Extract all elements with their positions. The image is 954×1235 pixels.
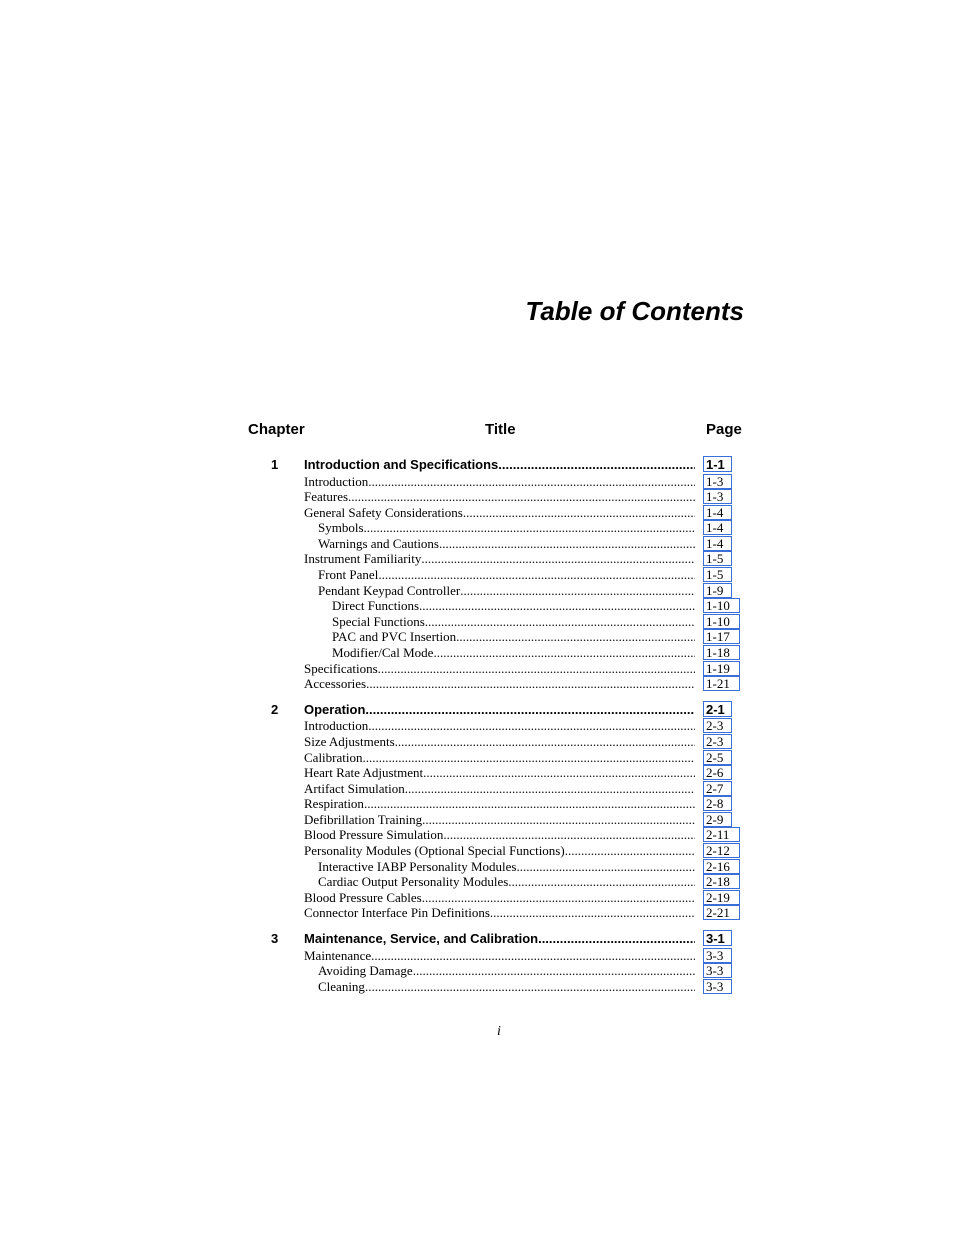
- entry-page-link[interactable]: 1-21: [703, 676, 740, 691]
- entry-title: Heart Rate Adjustment: [304, 765, 424, 781]
- entry-title: Calibration: [304, 749, 363, 765]
- toc-entry[interactable]: [248, 905, 748, 921]
- chapter-title-leader: [304, 701, 695, 719]
- toc-chapter-heading[interactable]: [248, 456, 748, 474]
- toc-chapter-heading[interactable]: [248, 930, 748, 948]
- dot-leader: [378, 567, 695, 583]
- chapter-number: 1: [271, 457, 279, 472]
- chapter-page-link[interactable]: 3-1: [703, 930, 732, 946]
- entry-title: Direct Functions: [332, 598, 420, 614]
- toc-entry[interactable]: [248, 489, 748, 505]
- dot-leader: [363, 750, 696, 766]
- dot-leader: [366, 676, 695, 692]
- entry-title-leader: [318, 874, 695, 890]
- dot-leader: [508, 874, 695, 890]
- entry-title: PAC and PVC Insertion: [332, 629, 457, 645]
- chapter-title: Maintenance, Service, and Calibration: [304, 931, 539, 947]
- chapter-title-leader: [304, 456, 695, 474]
- chapter-number: 2: [271, 701, 279, 717]
- entry-title: Specifications: [304, 660, 378, 676]
- entry-page-link[interactable]: 1-10: [703, 614, 740, 629]
- toc-chapter: [248, 456, 748, 692]
- entry-title-leader: [318, 979, 695, 995]
- entry-title: Introduction: [304, 718, 369, 734]
- dot-leader: [421, 551, 695, 567]
- dot-leader: [498, 456, 695, 474]
- entry-title-leader: [304, 474, 695, 490]
- entry-title-leader: [304, 750, 695, 766]
- entry-title: Symbols: [318, 520, 364, 536]
- toc-entry[interactable]: [248, 583, 748, 599]
- entry-page-link[interactable]: 1-9: [703, 583, 732, 598]
- entry-title: Maintenance: [304, 947, 372, 963]
- dot-leader: [443, 827, 695, 843]
- entry-title: Connector Interface Pin Definitions: [304, 905, 490, 921]
- toc-entry[interactable]: [248, 520, 748, 536]
- entry-title: Features: [304, 489, 349, 505]
- entry-title: General Safety Considerations: [304, 504, 463, 520]
- dot-leader: [538, 930, 695, 948]
- entry-page-link[interactable]: 3-3: [703, 963, 732, 978]
- dot-leader: [423, 765, 695, 781]
- chapter-title: Introduction and Specifications: [304, 457, 499, 472]
- chapter-title-leader: [304, 930, 695, 948]
- entry-title: Personality Modules (Optional Special Functions): [304, 843, 565, 859]
- toc-entry[interactable]: [248, 567, 748, 583]
- entry-page-link[interactable]: 3-3: [703, 979, 732, 994]
- entry-title: Warnings and Cautions: [318, 535, 439, 551]
- toc-entry[interactable]: [248, 734, 748, 750]
- entry-title-leader: [318, 963, 695, 979]
- dot-leader: [413, 963, 695, 979]
- toc-entry[interactable]: [248, 859, 748, 875]
- dot-leader: [422, 890, 695, 906]
- toc-entry[interactable]: [248, 718, 748, 734]
- entry-title: Blood Pressure Simulation: [304, 827, 444, 843]
- toc-entry[interactable]: [248, 645, 748, 661]
- dot-leader: [368, 474, 695, 490]
- entry-title-leader: [304, 890, 695, 906]
- entry-title-leader: [318, 536, 695, 552]
- entry-title-leader: [318, 567, 695, 583]
- entry-page-link[interactable]: 1-4: [703, 536, 732, 551]
- page-column-header: Page: [706, 421, 742, 438]
- entry-title-leader: [304, 781, 695, 797]
- dot-leader: [565, 843, 695, 859]
- dot-leader: [364, 796, 695, 812]
- entry-page-link[interactable]: 1-4: [703, 505, 732, 520]
- entry-page-link[interactable]: 1-5: [703, 551, 732, 566]
- entry-title: Defibrillation Training: [304, 811, 423, 827]
- entry-page-link[interactable]: 2-6: [703, 765, 732, 780]
- entry-page-link[interactable]: 1-3: [703, 489, 732, 504]
- entry-title-leader: [304, 812, 695, 828]
- entry-page-link[interactable]: 1-4: [703, 520, 732, 535]
- toc-entry[interactable]: [248, 812, 748, 828]
- toc-entry[interactable]: [248, 963, 748, 979]
- entry-page-link[interactable]: 2-3: [703, 734, 732, 749]
- entry-title-leader: [318, 583, 695, 599]
- entry-page-link[interactable]: 1-19: [703, 661, 740, 676]
- toc-chapter-heading[interactable]: [248, 701, 748, 719]
- entry-page-link[interactable]: 2-7: [703, 781, 732, 796]
- toc-entry[interactable]: [248, 979, 748, 995]
- toc-entry[interactable]: [248, 750, 748, 766]
- entry-title: Avoiding Damage: [318, 963, 413, 979]
- entry-title: Pendant Keypad Controller: [318, 582, 461, 598]
- entry-title-leader: [304, 948, 695, 964]
- toc-entry[interactable]: [248, 948, 748, 964]
- toc-entry[interactable]: [248, 536, 748, 552]
- entry-title: Modifier/Cal Mode: [332, 645, 434, 661]
- entry-title-leader: [332, 614, 695, 630]
- page-title: Table of Contents: [525, 296, 744, 326]
- dot-leader: [439, 536, 695, 552]
- entry-title: Interactive IABP Personality Modules: [318, 858, 517, 874]
- toc-entry[interactable]: [248, 474, 748, 490]
- dot-leader: [371, 948, 695, 964]
- entry-page-link[interactable]: 1-10: [703, 598, 740, 613]
- entry-title-leader: [304, 765, 695, 781]
- dot-leader: [368, 718, 695, 734]
- entry-title-leader: [304, 676, 695, 692]
- toc-entry[interactable]: [248, 796, 748, 812]
- dot-leader: [378, 661, 695, 677]
- title-column-header: Title: [485, 421, 516, 438]
- toc-entry[interactable]: [248, 874, 748, 890]
- toc-entry[interactable]: [248, 614, 748, 630]
- chapter-title: Operation: [304, 701, 366, 717]
- dot-leader: [460, 583, 695, 599]
- entry-page-link[interactable]: 2-8: [703, 796, 732, 811]
- toc-chapter: [248, 701, 748, 921]
- chapter-number: 3: [271, 931, 279, 947]
- toc-entry[interactable]: [248, 765, 748, 781]
- entry-page-link[interactable]: 2-3: [703, 718, 732, 733]
- entry-page-link[interactable]: 2-12: [703, 843, 740, 858]
- dot-leader: [425, 614, 695, 630]
- entry-page-link[interactable]: 1-17: [703, 629, 740, 644]
- toc-entry[interactable]: [248, 551, 748, 567]
- entry-page-link[interactable]: 1-5: [703, 567, 732, 582]
- toc-entry[interactable]: [248, 781, 748, 797]
- entry-page-link[interactable]: 2-21: [703, 905, 740, 920]
- dot-leader: [456, 629, 695, 645]
- dot-leader: [463, 505, 695, 521]
- toc-chapter: [248, 930, 748, 994]
- entry-title-leader: [304, 734, 695, 750]
- entry-title: Cleaning: [318, 978, 365, 994]
- entry-title-leader: [304, 551, 695, 567]
- dot-leader: [395, 734, 695, 750]
- entry-title-leader: [304, 718, 695, 734]
- entry-title-leader: [318, 859, 695, 875]
- toc-entry[interactable]: [248, 629, 748, 645]
- dot-leader: [365, 701, 695, 719]
- entry-title-leader: [304, 843, 695, 859]
- page-folio: i: [497, 1024, 501, 1039]
- entry-title: Front Panel: [318, 567, 379, 583]
- toc-entry[interactable]: [248, 676, 748, 692]
- entry-title-leader: [304, 489, 695, 505]
- chapter-page-link[interactable]: 1-1: [703, 456, 732, 472]
- entry-page-link[interactable]: 2-11: [703, 827, 740, 842]
- entry-title-leader: [332, 598, 695, 614]
- toc-entry[interactable]: [248, 661, 748, 677]
- entry-page-link[interactable]: 2-16: [703, 859, 740, 874]
- chapter-page-link[interactable]: 2-1: [703, 701, 732, 717]
- entry-page-link[interactable]: 2-18: [703, 874, 740, 889]
- dot-leader: [516, 859, 695, 875]
- entry-page-link[interactable]: 2-9: [703, 812, 732, 827]
- entry-page-link[interactable]: 2-19: [703, 890, 740, 905]
- toc-entry[interactable]: [248, 843, 748, 859]
- dot-leader: [419, 598, 695, 614]
- entry-title: Instrument Familiarity: [304, 551, 422, 567]
- entry-page-link[interactable]: 3-3: [703, 948, 732, 963]
- entry-title-leader: [304, 661, 695, 677]
- entry-title-leader: [332, 629, 695, 645]
- entry-page-link[interactable]: 1-3: [703, 474, 732, 489]
- dot-leader: [365, 979, 695, 995]
- entry-title: Special Functions: [332, 613, 425, 629]
- dot-leader: [422, 812, 695, 828]
- entry-title: Artifact Simulation: [304, 780, 405, 796]
- entry-title-leader: [304, 796, 695, 812]
- entry-title-leader: [304, 827, 695, 843]
- entry-title-leader: [332, 645, 695, 661]
- toc-entry[interactable]: [248, 890, 748, 906]
- dot-leader: [405, 781, 695, 797]
- entry-title-leader: [318, 520, 695, 536]
- entry-title: Cardiac Output Personality Modules: [318, 874, 509, 890]
- dot-leader: [490, 905, 695, 921]
- entry-title: Blood Pressure Cables: [304, 889, 422, 905]
- toc-entry[interactable]: [248, 598, 748, 614]
- entry-title: Accessories: [304, 676, 367, 692]
- entry-title: Size Adjustments: [304, 733, 395, 749]
- entry-title-leader: [304, 905, 695, 921]
- entry-title: Introduction: [304, 473, 369, 489]
- entry-title-leader: [304, 505, 695, 521]
- entry-page-link[interactable]: 1-18: [703, 645, 740, 660]
- dot-leader: [364, 520, 695, 536]
- chapter-column-header: Chapter: [248, 421, 305, 438]
- dot-leader: [433, 645, 695, 661]
- toc-entry[interactable]: [248, 505, 748, 521]
- entry-title: Respiration: [304, 796, 364, 812]
- toc-entry[interactable]: [248, 827, 748, 843]
- toc-list: [248, 456, 748, 1003]
- dot-leader: [348, 489, 695, 505]
- entry-page-link[interactable]: 2-5: [703, 750, 732, 765]
